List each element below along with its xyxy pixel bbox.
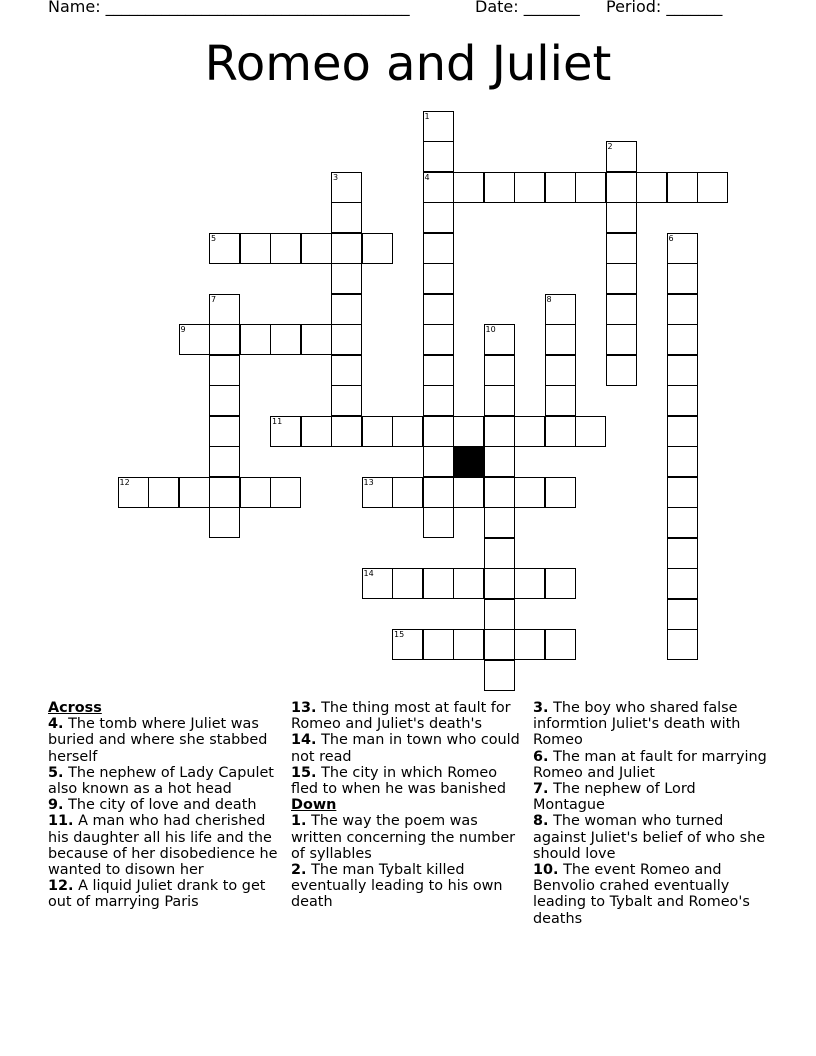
cell-number: 15 <box>394 630 405 639</box>
cell-number: 10 <box>485 325 496 334</box>
clue-across-14: 14. The man in town who could not read <box>291 732 520 765</box>
grid-cell[interactable] <box>423 507 454 538</box>
grid-cell[interactable] <box>392 416 423 447</box>
grid-cell[interactable] <box>667 507 698 538</box>
grid-cell[interactable] <box>423 324 454 355</box>
clue-column-2 <box>291 700 527 911</box>
cell-number: 13 <box>363 477 374 487</box>
grid-cell[interactable] <box>545 568 576 599</box>
grid-cell[interactable] <box>545 416 576 447</box>
grid-cell[interactable] <box>331 233 362 264</box>
grid-cell[interactable] <box>606 233 637 264</box>
grid-cell[interactable] <box>484 416 515 447</box>
grid-cell[interactable] <box>514 477 545 508</box>
grid-cell[interactable] <box>362 477 393 508</box>
clue-column-3 <box>533 700 769 927</box>
grid-cell[interactable] <box>514 629 545 660</box>
grid-cell[interactable] <box>331 172 362 203</box>
grid-cell[interactable] <box>484 599 515 630</box>
grid-cell[interactable] <box>484 660 515 691</box>
grid-cell[interactable] <box>331 355 362 386</box>
grid-cell[interactable] <box>148 477 179 508</box>
grid-cell[interactable] <box>362 233 393 264</box>
cell-number: 2 <box>607 142 613 151</box>
grid-cell[interactable] <box>667 477 698 508</box>
grid-cell[interactable] <box>667 355 698 386</box>
cell-number: 1 <box>424 111 430 121</box>
grid-cell[interactable] <box>301 416 332 447</box>
cell-number: 9 <box>180 325 186 334</box>
grid-cell[interactable] <box>179 477 210 508</box>
clue-down-6: 6. The man at fault for marrying Romeo and Juliet <box>533 748 767 781</box>
across-heading: Across <box>48 700 102 716</box>
grid-cell[interactable] <box>667 416 698 447</box>
grid-cell[interactable] <box>270 233 301 264</box>
grid-cell[interactable] <box>423 233 454 264</box>
grid-cell[interactable] <box>209 477 240 508</box>
grid-black-cell <box>453 446 484 477</box>
grid-cell[interactable] <box>209 355 240 386</box>
cell-number: 7 <box>211 294 217 304</box>
grid-cell[interactable] <box>545 172 576 203</box>
grid-cell[interactable] <box>575 416 606 447</box>
grid-cell[interactable] <box>667 385 698 416</box>
grid-cell[interactable] <box>179 324 210 355</box>
grid-cell[interactable] <box>331 385 362 416</box>
grid-cell[interactable] <box>423 477 454 508</box>
grid-cell[interactable] <box>423 446 454 477</box>
grid-cell[interactable] <box>209 233 240 264</box>
grid-cell[interactable] <box>667 172 698 203</box>
period-field[interactable]: Period: _______ <box>606 0 723 16</box>
grid-cell[interactable] <box>514 416 545 447</box>
grid-cell[interactable] <box>667 324 698 355</box>
cell-number: 6 <box>668 233 674 243</box>
grid-cell[interactable] <box>423 568 454 599</box>
cell-number: 4 <box>424 172 430 182</box>
grid-cell[interactable] <box>484 446 515 477</box>
clue-across-15: 15. The city in which Romeo fled to when he was banished <box>291 764 506 798</box>
grid-cell[interactable] <box>667 629 698 660</box>
grid-cell[interactable] <box>331 263 362 294</box>
clue-down-7: 7. The nephew of Lord Montague <box>533 781 696 814</box>
grid-cell[interactable] <box>423 111 454 142</box>
grid-cell[interactable] <box>392 568 423 599</box>
grid-cell[interactable] <box>484 568 515 599</box>
grid-cell[interactable] <box>209 294 240 325</box>
page-title: Romeo and Juliet <box>204 36 612 92</box>
grid-cell[interactable] <box>240 477 271 508</box>
clue-across-11: 11. A man who had cherished his daughter all his life and the because of her disobedience he wanted to disown her <box>48 813 278 879</box>
grid-cell[interactable] <box>636 172 667 203</box>
grid-cell[interactable] <box>331 324 362 355</box>
grid-cell[interactable] <box>575 172 606 203</box>
grid-cell[interactable] <box>484 477 515 508</box>
grid-cell[interactable] <box>423 141 454 172</box>
grid-cell[interactable] <box>331 202 362 233</box>
grid-cell[interactable] <box>545 324 576 355</box>
grid-cell[interactable] <box>423 263 454 294</box>
grid-cell[interactable] <box>667 446 698 477</box>
grid-cell[interactable] <box>453 416 484 447</box>
grid-cell[interactable] <box>240 233 271 264</box>
grid-cell[interactable] <box>545 385 576 416</box>
grid-cell[interactable] <box>667 599 698 630</box>
grid-cell[interactable] <box>484 538 515 569</box>
grid-cell[interactable] <box>667 568 698 599</box>
grid-cell[interactable] <box>423 385 454 416</box>
grid-cell[interactable] <box>667 294 698 325</box>
grid-cell[interactable] <box>453 568 484 599</box>
grid-cell[interactable] <box>423 294 454 325</box>
grid-cell[interactable] <box>118 477 149 508</box>
grid-cell[interactable] <box>545 477 576 508</box>
grid-cell[interactable] <box>606 141 637 172</box>
grid-cell[interactable] <box>545 294 576 325</box>
cell-number: 12 <box>119 477 130 487</box>
clue-down-3: 3. The boy who shared false informtion Juliet's death with Romeo <box>533 700 741 749</box>
grid-cell[interactable] <box>270 416 301 447</box>
grid-cell[interactable] <box>392 477 423 508</box>
clue-across-9: 9. The city of love and death <box>48 797 257 814</box>
grid-cell[interactable] <box>331 294 362 325</box>
grid-cell[interactable] <box>667 538 698 569</box>
grid-cell[interactable] <box>606 355 637 386</box>
grid-cell[interactable] <box>362 416 393 447</box>
grid-cell[interactable] <box>270 324 301 355</box>
grid-cell[interactable] <box>362 568 393 599</box>
grid-cell[interactable] <box>484 507 515 538</box>
down-heading: Down <box>291 797 337 814</box>
grid-cell[interactable] <box>423 416 454 447</box>
grid-cell[interactable] <box>240 324 271 355</box>
clue-column-1 <box>48 700 284 911</box>
cell-number: 14 <box>363 569 374 578</box>
clue-across-13: 13. The thing most at fault for Romeo and Juliet's death's <box>291 700 511 733</box>
grid-cell[interactable] <box>301 324 332 355</box>
grid-cell[interactable] <box>301 233 332 264</box>
grid-cell[interactable] <box>484 385 515 416</box>
grid-cell[interactable] <box>697 172 728 203</box>
grid-cell[interactable] <box>545 355 576 386</box>
clue-down-1: 1. The way the poem was written concerning the number of syllables <box>291 813 516 862</box>
clue-down-8: 8. The woman who turned against Juliet's belief of who she should love <box>533 813 766 862</box>
grid-cell[interactable] <box>209 324 240 355</box>
grid-cell[interactable] <box>545 629 576 660</box>
grid-cell[interactable] <box>484 172 515 203</box>
cell-number: 8 <box>546 294 552 304</box>
grid-cell[interactable] <box>606 294 637 325</box>
grid-cell[interactable] <box>606 263 637 294</box>
cell-number: 11 <box>272 416 283 426</box>
name-field[interactable]: Name: ______________________________________ <box>48 0 410 16</box>
grid-cell[interactable] <box>270 477 301 508</box>
grid-cell[interactable] <box>209 416 240 447</box>
grid-cell[interactable] <box>484 324 515 355</box>
grid-cell[interactable] <box>392 629 423 660</box>
grid-cell[interactable] <box>606 202 637 233</box>
clue-down-10: 10. The event Romeo and Benvolio crahed eventually leading to Tybalt and Romeo's deaths <box>533 862 750 927</box>
grid-cell[interactable] <box>423 202 454 233</box>
grid-cell[interactable] <box>484 355 515 386</box>
grid-cell[interactable] <box>484 629 515 660</box>
grid-cell[interactable] <box>453 477 484 508</box>
clue-across-5: 5. The nephew of Lady Capulet also known as a hot head <box>48 764 274 798</box>
grid-cell[interactable] <box>667 233 698 264</box>
grid-cell[interactable] <box>209 385 240 416</box>
grid-cell[interactable] <box>606 172 637 203</box>
grid-cell[interactable] <box>423 172 454 203</box>
clue-across-12: 12. A liquid Juliet drank to get out of marrying Paris <box>48 878 266 911</box>
grid-cell[interactable] <box>209 446 240 477</box>
date-field[interactable]: Date: _______ <box>475 0 580 16</box>
grid-cell[interactable] <box>209 507 240 538</box>
grid-cell[interactable] <box>514 568 545 599</box>
grid-cell[interactable] <box>514 172 545 203</box>
grid-cell[interactable] <box>606 324 637 355</box>
cell-number: 3 <box>333 172 339 182</box>
cell-number: 5 <box>211 233 217 243</box>
grid-cell[interactable] <box>667 263 698 294</box>
grid-cell[interactable] <box>423 355 454 386</box>
grid-cell[interactable] <box>423 629 454 660</box>
clue-down-2: 2. The man Tybalt killed eventually leading to his own death <box>291 862 503 911</box>
grid-cell[interactable] <box>331 416 362 447</box>
grid-cell[interactable] <box>453 629 484 660</box>
grid-cell[interactable] <box>453 172 484 203</box>
clue-across-4: 4. The tomb where Juliet was buried and where she stabbed herself <box>48 716 268 765</box>
